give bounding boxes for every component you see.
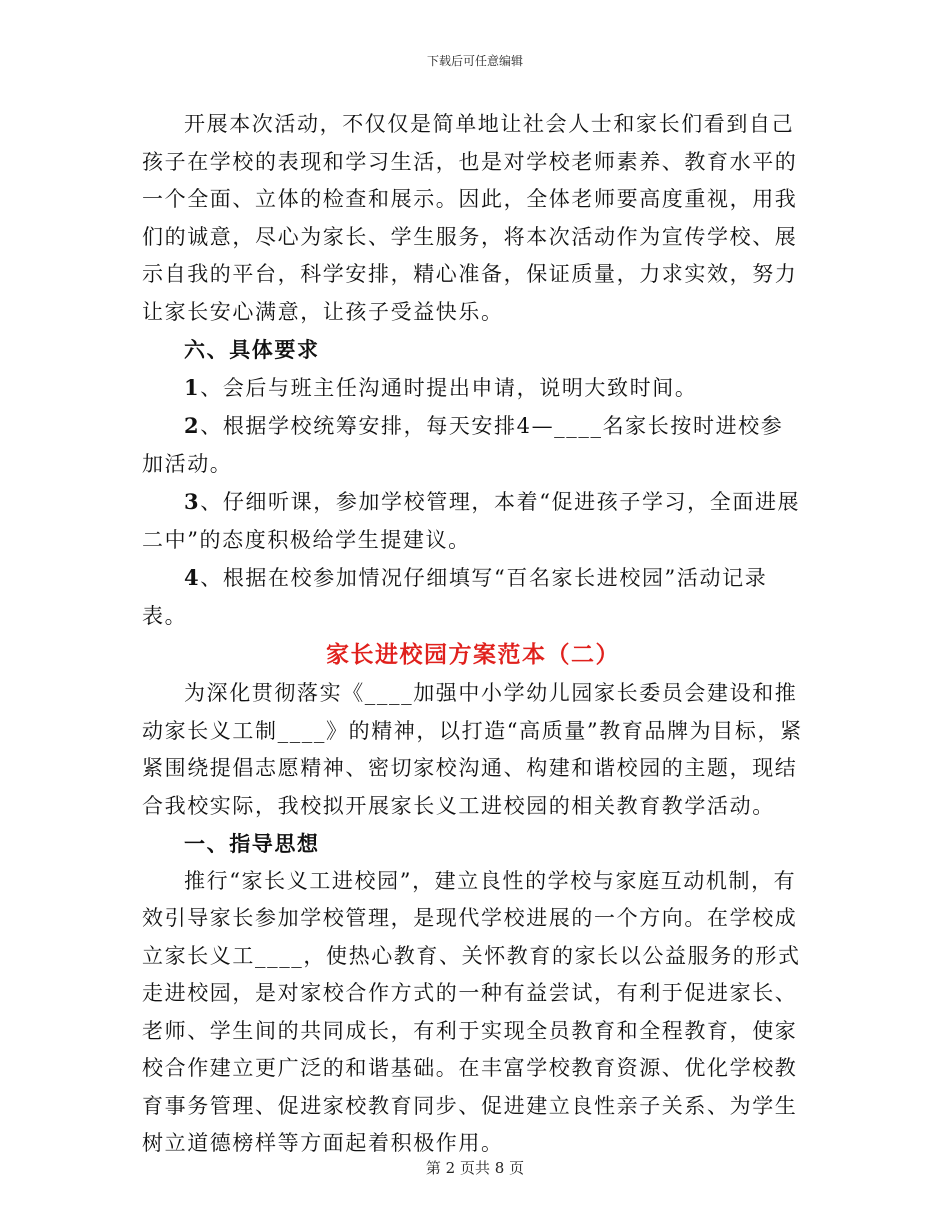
page-footer: 第 2 页共 8 页	[425, 1159, 525, 1177]
page-header: 下载后可任意编辑	[426, 54, 523, 68]
section-heading-requirements: 六、具体要求	[184, 337, 320, 362]
requirement-number: 4	[184, 565, 201, 590]
requirement-text: 、根据学校统筹安排，每天安排4—____名家长按时进校参加活动。	[142, 414, 784, 476]
requirement-text: 、根据在校参加情况仔细填写“百名家长进校园”活动记录表。	[142, 566, 768, 628]
document-body	[142, 106, 804, 1163]
intro-paragraph: 开展本次活动，不仅仅是简单地让社会人士和家长们看到自己孩子在学校的表现和学习生活，也是对学校老师素养、教育水平的一个全面、立体的检查和展示。因此，全体老师要高度重视，用我们的诚意，尽心为家长、学生服务，将本次活动作为宣传学校、展示自我的平台，科学安排，精心准备，保证质量，力求实效，努力让家长安心满意，让孩子受益快乐。	[142, 112, 798, 324]
guiding-paragraph: 推行“家长义工进校园”，建立良性的学校与家庭互动机制，有效引导家长参加学校管理，是现代学校进展的一个方向。在学校成立家长义工____，使热心教育、关怀教育的家长以公益服务的形式走进校园，是对家校合作方式的一种有益尝试，有利于促进家长、老师、学生间的共同成长，有利于实现全员教育和全程教育，使家校合作建立更广泛的和谐基础。在丰富学校教育资源、优化学校教育事务管理、促进家校教育同步、促进建立良性亲子关系、为学生树立道德榜样等方面起着积极作用。	[142, 868, 801, 1155]
requirement-text: 、仔细听课，参加学校管理，本着“促进孩子学习，全面进展二中”的态度积极给学生提建议。	[142, 490, 801, 552]
requirement-item-3	[142, 483, 804, 559]
requirement-number: 1	[184, 374, 201, 400]
requirement-text: 、会后与班主任沟通时提出申请，说明大致时间。	[200, 375, 698, 400]
document-title: 家长进校园方案范本（二）	[326, 641, 620, 668]
requirement-item-2	[142, 407, 804, 483]
title-paragraph: 为深化贯彻落实《____加强中小学幼儿园家长委员会建设和推动家长义工制____》的精神，以打造“高质量”教育品牌为目标，紧紧围绕提倡志愿精神、密切家校沟通、构建和谐校园的主题，现结合我校实际，我校拟开展家长义工进校园的相关教育教学活动。	[142, 681, 803, 818]
requirement-number: 3	[184, 489, 201, 514]
section-heading-guiding: 一、指导思想	[184, 831, 320, 856]
requirement-item-1	[142, 369, 804, 408]
requirement-number: 2	[184, 413, 201, 438]
requirement-item-4	[142, 559, 804, 635]
